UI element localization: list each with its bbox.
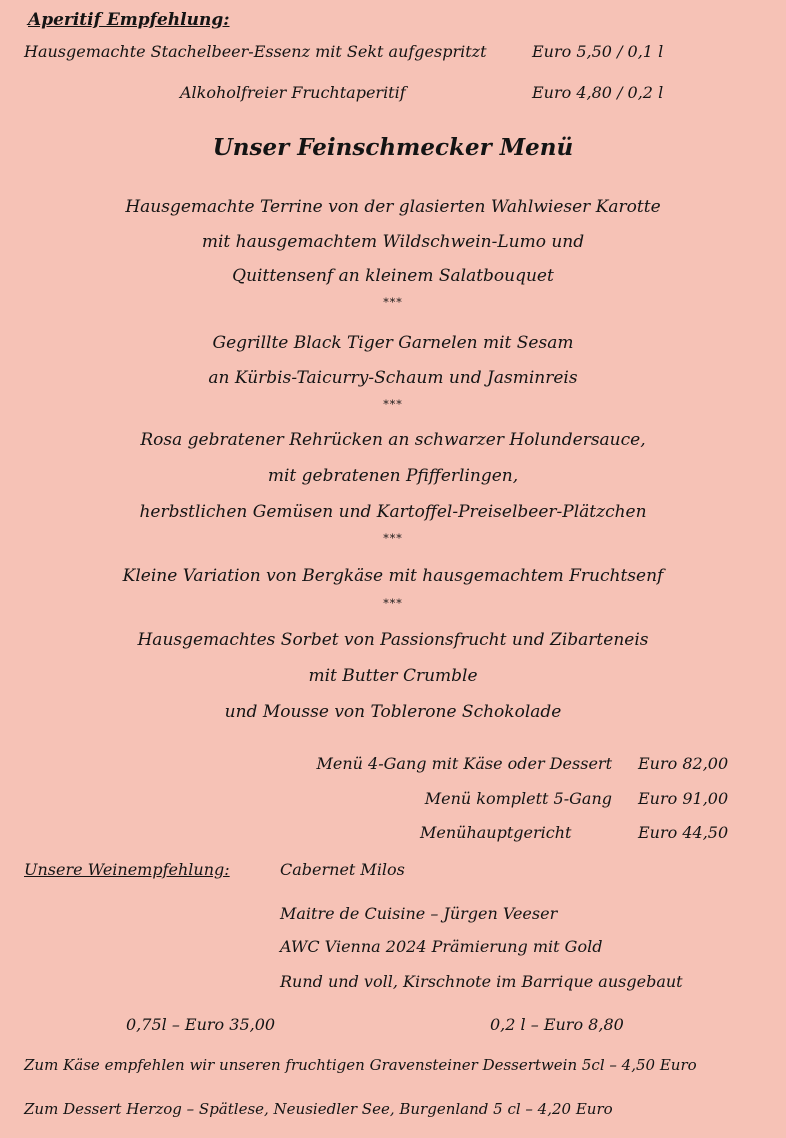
course-line: Hausgemachte Terrine von der glasierten Wahlwieser Karotte — [125, 197, 661, 217]
course-line: Kleine Variation von Bergkäse mit hausgemachtem Fruchtsenf — [122, 566, 664, 586]
menu-price-value: Euro 82,00 — [638, 754, 729, 773]
wine-detail-line: Maitre de Cuisine – Jürgen Veeser — [280, 904, 558, 923]
aperitif-item-price: Euro 4,80 / 0,2 l — [532, 83, 664, 102]
menu-price-label: Menü 4-Gang mit Käse oder Dessert — [316, 754, 612, 773]
course-separator: *** — [383, 398, 403, 411]
menu-price-value: Euro 91,00 — [638, 789, 729, 808]
menu-price-label: Menü komplett 5-Gang — [424, 789, 612, 808]
aperitif-item-price: Euro 5,50 / 0,1 l — [532, 42, 664, 61]
course-line: Gegrillte Black Tiger Garnelen mit Sesam — [212, 333, 574, 353]
course-line: Rosa gebratener Rehrücken an schwarzer Holundersauce, — [140, 430, 646, 450]
wine-detail-line: AWC Vienna 2024 Prämierung mit Gold — [280, 937, 603, 956]
course-line: Hausgemachtes Sorbet von Passionsfrucht und Zibarteneis — [137, 630, 649, 650]
course-line: mit Butter Crumble — [308, 666, 478, 686]
aperitif-item-name: Alkoholfreier Fruchtaperitif — [180, 83, 406, 102]
course-line: herbstlichen Gemüsen und Kartoffel-Preiselbeer-Plätzchen — [139, 502, 647, 522]
wine-price-bottle: 0,75l – Euro 35,00 — [126, 1015, 276, 1034]
course-line: Quittensenf an kleinem Salatbouquet — [232, 266, 554, 286]
wine-detail-line: Rund und voll, Kirschnote im Barrique ausgebaut — [280, 972, 683, 991]
course-separator: *** — [383, 532, 403, 545]
wine-recommendation-label: Unsere Weinempfehlung: — [24, 860, 230, 879]
menu-price-label: Menühauptgericht — [420, 823, 572, 842]
course-line: mit hausgemachtem Wildschwein-Lumo und — [201, 232, 585, 252]
dessert-wine-recommendation: Zum Dessert Herzog – Spätlese, Neusiedler See, Burgenland 5 cl – 4,20 Euro — [24, 1100, 613, 1118]
course-separator: *** — [383, 597, 403, 610]
aperitif-title: Aperitif Empfehlung: — [28, 10, 230, 30]
wine-name: Cabernet Milos — [280, 860, 405, 879]
menu-title: Unser Feinschmecker Menü — [212, 134, 574, 161]
cheese-wine-recommendation: Zum Käse empfehlen wir unseren fruchtigen Gravensteiner Dessertwein 5cl – 4,50 Euro — [24, 1056, 697, 1074]
course-line: und Mousse von Toblerone Schokolade — [224, 702, 562, 722]
menu-price-value: Euro 44,50 — [638, 823, 729, 842]
aperitif-item-name: Hausgemachte Stachelbeer-Essenz mit Sekt aufgespritzt — [24, 42, 487, 61]
course-line: mit gebratenen Pfifferlingen, — [267, 466, 519, 486]
course-line: an Kürbis-Taicurry-Schaum und Jasminreis — [208, 368, 578, 388]
course-separator: *** — [383, 296, 403, 309]
wine-price-glass: 0,2 l – Euro 8,80 — [490, 1015, 624, 1034]
